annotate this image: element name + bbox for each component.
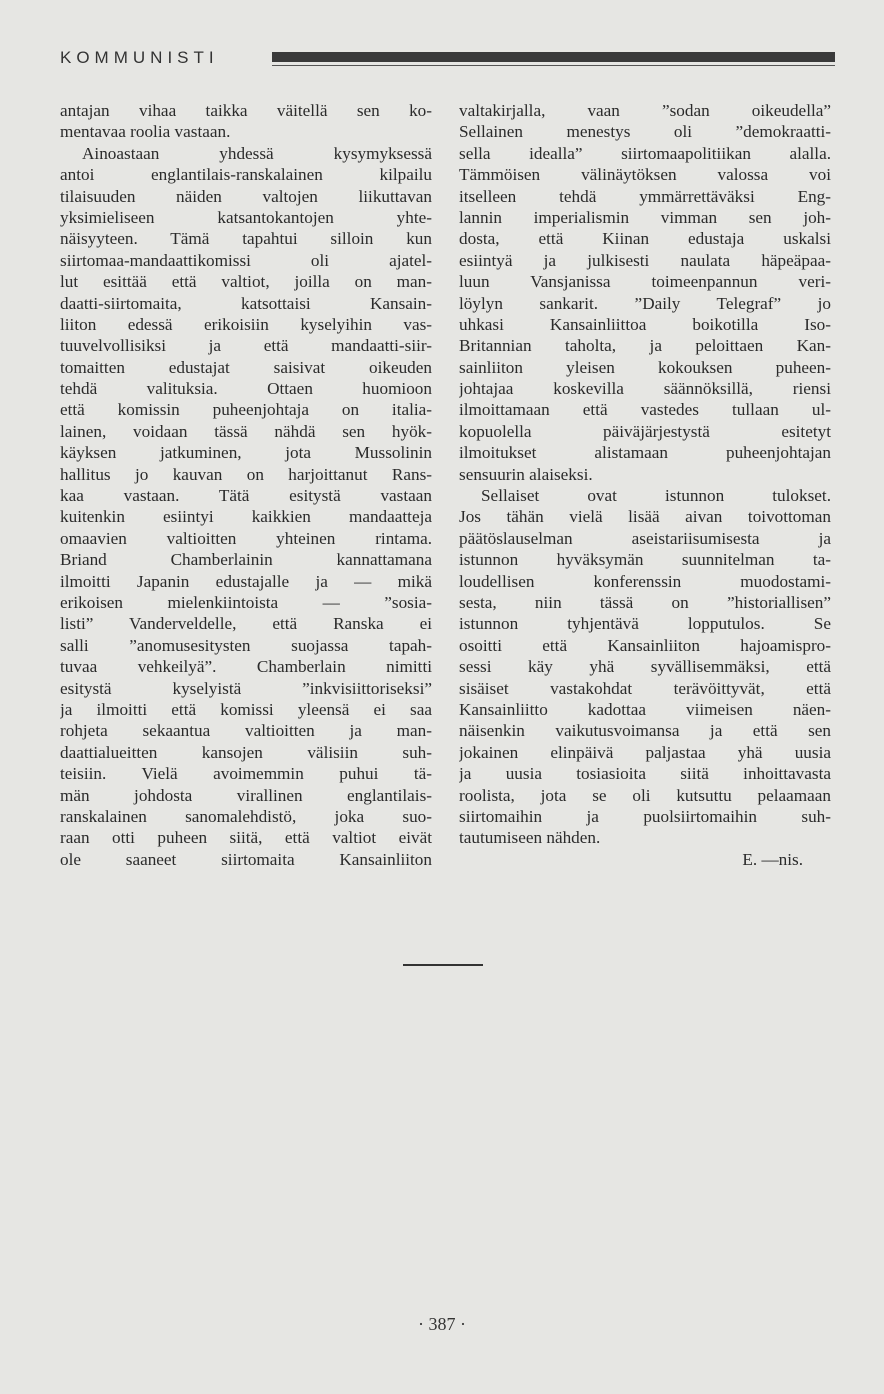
page-number: · 387 · xyxy=(418,1314,466,1334)
text-line: tomaitten edustajat saisivat oikeuden xyxy=(60,357,432,377)
text-line: ole saaneet siirtomaita Kansainliiton xyxy=(60,849,432,869)
text-line: lainen, voidaan tässä nähdä sen hyök- xyxy=(60,421,432,441)
text-line: tilaisuuden näiden valtojen liikuttavan xyxy=(60,186,432,206)
text-line: tautumiseen nähden. xyxy=(459,828,601,848)
running-header xyxy=(60,46,835,72)
text-line: loudellisen konferenssin muodostami- xyxy=(459,571,831,591)
text-line: ja ilmoitti että komissi yleensä ei saa xyxy=(60,699,432,719)
text-line: lannin imperialismin vimman sen joh- xyxy=(459,207,831,227)
text-line: sensuurin alaiseksi. xyxy=(459,464,593,484)
text-line: liiton edessä erikoisiin kyselyihin vas- xyxy=(60,314,432,334)
text-line: sainliiton yleisen kokouksen puheen- xyxy=(459,357,831,377)
text-line: sessi käy yhä syvällisemmäksi, että xyxy=(459,657,831,677)
text-line: raan otti puheen siitä, että valtiot eivät xyxy=(60,828,432,848)
text-line: uhkasi Kansainliittoa boikotilla Iso- xyxy=(459,314,831,334)
text-line: omaavien valtioitten yhteinen rintama. xyxy=(60,528,432,548)
text-line: ilmoitukset alistamaan puheenjohtajan xyxy=(459,443,831,463)
text-line: kaa vastaan. Tätä esitystä vastaan xyxy=(60,486,432,506)
text-line: kuitenkin esiintyi kaikkien mandaatteja xyxy=(60,507,432,527)
text-line: näisenkin vaikutusvoimansa ja että sen xyxy=(459,721,831,741)
text-line: jokainen elinpäivä paljastaa yhä uusia xyxy=(459,742,831,762)
text-line: päätöslauselman aseistariisumisesta ja xyxy=(459,528,831,548)
text-line: antajan vihaa taikka väitellä sen ko- xyxy=(60,101,432,120)
text-line: tehdä valituksia. Ottaen huomioon xyxy=(60,379,432,399)
text-line: Sellaiset ovat istunnon tulokset. xyxy=(481,486,831,506)
text-line: daatti-siirtomaita, katsottaisi Kansain- xyxy=(60,293,432,313)
text-line: roolista, jota se oli kutsuttu pelaamaan xyxy=(459,785,831,805)
text-line: käyksen jatkuminen, jota Mussolinin xyxy=(60,443,432,463)
text-line: yksimieliseen katsantokantojen yhte- xyxy=(60,207,432,227)
text-line: siirtomaihin ja puolsiirtomaihin suh- xyxy=(459,806,831,826)
text-line: että komissin puheenjohtaja on italia- xyxy=(60,400,432,420)
text-line: män johdosta virallinen englantilais- xyxy=(60,785,432,805)
header-rule-thin xyxy=(272,65,835,66)
text-line: näisyyteen. Tämä tapahtui silloin kun xyxy=(60,229,432,249)
text-line: ja uusia tosiasioita siitä inhoittavasta xyxy=(459,764,831,784)
right-text-column xyxy=(459,100,831,870)
text-line: ranskalainen sanomalehdistö, joka suo- xyxy=(60,806,432,826)
text-line: Britannian taholta, ja peloittaen Kan- xyxy=(459,336,831,356)
text-line: Briand Chamberlainin kannattamana xyxy=(60,550,432,570)
text-line: löylyn sankarit. ”Daily Telegraf” jo xyxy=(459,293,831,313)
text-line: itselleen tehdä ymmärrettäväksi Eng- xyxy=(459,186,831,206)
text-line: lut esittää että valtiot, joilla on man- xyxy=(60,272,432,292)
author-signature: E. —nis. xyxy=(742,849,803,869)
text-line: ilmoittamaan että vastedes tullaan ul- xyxy=(459,400,831,420)
text-line: Sellainen menestys oli ”demokraatti- xyxy=(459,122,831,142)
text-line: sesta, niin tässä on ”historiallisen” xyxy=(459,592,831,612)
text-line: salli ”anomusesitysten suojassa tapah- xyxy=(60,635,432,655)
text-line: sella idealla” siirtomaapolitiikan alalla. xyxy=(459,143,831,163)
text-line: osoitti että Kansainliiton hajoamispro- xyxy=(459,635,831,655)
left-text-column xyxy=(60,100,432,870)
text-line: Kansainliitto kadottaa viimeisen näen- xyxy=(459,699,831,719)
text-line: tuuvelvollisiksi ja että mandaatti-siir- xyxy=(60,336,432,356)
text-line: mentavaa roolia vastaan. xyxy=(60,122,231,142)
text-line: daattialueitten kansojen välisiin suh- xyxy=(60,742,432,762)
text-line: Tämmöisen välinäytöksen valossa voi xyxy=(459,165,831,185)
section-divider xyxy=(403,964,483,966)
text-line: Jos tähän vielä lisää aivan toivottoman xyxy=(459,507,831,527)
text-line: dosta, että Kiinan edustaja uskalsi xyxy=(459,229,831,249)
text-line: sisäiset vastakohdat terävöittyvät, että xyxy=(459,678,831,698)
text-line: esiintyä ja julkisesti naulata häpeäpaa- xyxy=(459,250,831,270)
text-line: johtajaa koskevilla säännöksillä, riensi xyxy=(459,379,831,399)
text-line: hallitus jo kauvan on harjoittanut Rans- xyxy=(60,464,432,484)
text-line: valtakirjalla, vaan ”sodan oikeudella” xyxy=(459,101,831,120)
text-line: tuvaa vehkeilyä”. Chamberlain nimitti xyxy=(60,657,432,677)
text-line: listi” Vanderveldelle, että Ranska ei xyxy=(60,614,432,634)
text-line: antoi englantilais-ranskalainen kilpailu xyxy=(60,165,432,185)
text-line: erikoisen mielenkiintoista — ”sosia- xyxy=(60,592,432,612)
journal-title: KOMMUNISTI xyxy=(60,48,219,67)
text-line: istunnon tyhjentävä lopputulos. Se xyxy=(459,614,831,634)
text-line: teisiin. Vielä avoimemmin puhui tä- xyxy=(60,764,432,784)
text-line: esitystä kyselyistä ”inkvisiittoriseksi” xyxy=(60,678,432,698)
text-line: siirtomaa-mandaattikomissi oli ajatel- xyxy=(60,250,432,270)
header-rule xyxy=(272,52,835,62)
text-line: kopuolella päiväjärjestystä esitetyt xyxy=(459,421,831,441)
text-line: ilmoitti Japanin edustajalle ja — mikä xyxy=(60,571,432,591)
text-line: rohjeta sekaantua valtioitten ja man- xyxy=(60,721,432,741)
text-line: istunnon hyväksymän suunnitelman ta- xyxy=(459,550,831,570)
text-line: Ainoastaan yhdessä kysymyksessä xyxy=(82,143,432,163)
text-line: luun Vansjanissa toimeenpannun veri- xyxy=(459,272,831,292)
